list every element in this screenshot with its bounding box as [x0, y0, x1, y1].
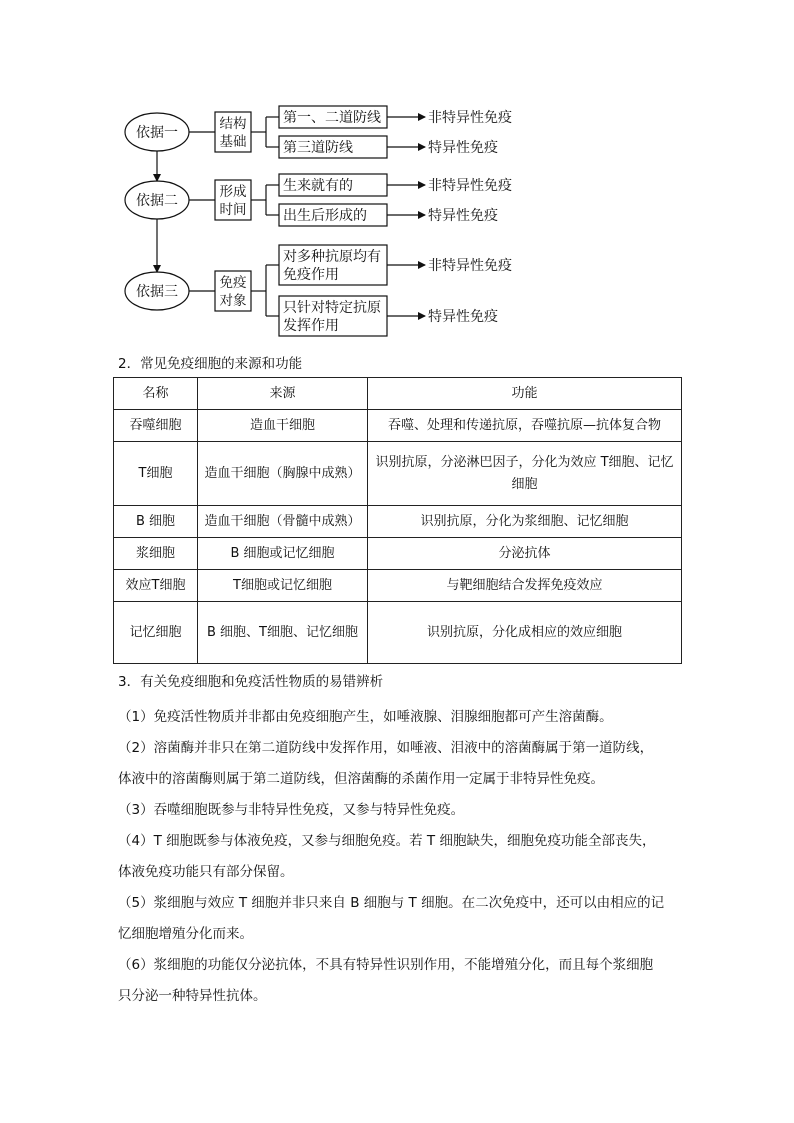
note-line: （4）T 细胞既参与体液免疫，又参与细胞免疫。若 T 细胞缺失，细胞免疫功能全部丧失，	[118, 833, 656, 849]
branch-label: 出生后形成的	[283, 208, 367, 224]
cell-name: B 细胞	[114, 506, 198, 538]
cell-function: 分泌抗体	[368, 538, 682, 570]
basis-label: 依据三	[136, 284, 178, 300]
note-line: 只分泌一种特异性抗体。	[118, 988, 267, 1004]
table-row	[114, 506, 682, 538]
branch-label: 对多种抗原均有	[283, 249, 381, 265]
result-label: 特异性免疫	[428, 140, 498, 156]
cell-function: 识别抗原，分化为浆细胞、记忆细胞	[368, 506, 682, 538]
note-line: （1）免疫活性物质并非都由免疫细胞产生，如唾液腺、泪腺细胞都可产生溶菌酶。	[118, 709, 613, 725]
note-line: （2）溶菌酶并非只在第二道防线中发挥作用，如唾液、泪液中的溶菌酶属于第一道防线，	[118, 740, 654, 756]
immunity-classification-diagram	[0, 0, 794, 350]
category-label: 形成	[219, 184, 247, 200]
result-label: 特异性免疫	[428, 309, 498, 325]
cell-source: T细胞或记忆细胞	[198, 570, 368, 602]
branch-label: 第三道防线	[283, 140, 353, 156]
category-label: 免疫	[219, 275, 247, 291]
category-label: 对象	[219, 293, 247, 309]
cell-source: 造血干细胞	[198, 410, 368, 442]
table-row	[114, 538, 682, 570]
note-line: 忆细胞增殖分化而来。	[118, 926, 253, 942]
branch-label: 发挥作用	[283, 318, 339, 334]
note-line: 体液中的溶菌酶则属于第二道防线，但溶菌酶的杀菌作用一定属于非特异性免疫。	[118, 771, 604, 787]
immune-cell-table	[113, 377, 682, 664]
cell-source: B 细胞或记忆细胞	[198, 538, 368, 570]
cell-name: 记忆细胞	[114, 602, 198, 664]
category-label: 基础	[219, 134, 247, 150]
table-row	[114, 410, 682, 442]
category-label: 时间	[219, 202, 247, 218]
basis-label: 依据二	[136, 193, 178, 209]
cell-function: 识别抗原，分泌淋巴因子，分化为效应 T细胞、记忆细胞	[368, 442, 682, 506]
column-header-name: 名称	[114, 378, 198, 410]
cell-source: B 细胞、T细胞、记忆细胞	[198, 602, 368, 664]
table-header-row	[114, 378, 682, 410]
branch-label: 免疫作用	[283, 267, 339, 283]
table-row	[114, 602, 682, 664]
basis-label: 依据一	[136, 125, 178, 141]
cell-name: 浆细胞	[114, 538, 198, 570]
cell-name: 吞噬细胞	[114, 410, 198, 442]
branch-label: 只针对特定抗原	[283, 300, 381, 316]
result-label: 非特异性免疫	[428, 178, 512, 194]
result-label: 非特异性免疫	[428, 110, 512, 126]
error-notes-list	[118, 702, 678, 1012]
note-line: 体液免疫功能只有部分保留。	[118, 864, 294, 880]
table-row	[114, 442, 682, 506]
cell-name: 效应T细胞	[114, 570, 198, 602]
table-row	[114, 570, 682, 602]
branch-label: 生来就有的	[283, 178, 353, 194]
cell-function: 与靶细胞结合发挥免疫效应	[368, 570, 682, 602]
result-label: 特异性免疫	[428, 208, 498, 224]
column-header-source: 来源	[198, 378, 368, 410]
note-line: （5）浆细胞与效应 T 细胞并非只来自 B 细胞与 T 细胞。在二次免疫中，还可以由相应的记	[118, 895, 665, 911]
branch-label: 第一、二道防线	[283, 110, 381, 126]
category-label: 结构	[219, 116, 247, 132]
cell-name: T细胞	[114, 442, 198, 506]
cell-source: 造血干细胞（骨髓中成熟）	[198, 506, 368, 538]
section-2-heading: 2．常见免疫细胞的来源和功能	[118, 356, 303, 372]
column-header-function: 功能	[368, 378, 682, 410]
cell-function: 吞噬、处理和传递抗原，吞噬抗原—抗体复合物	[368, 410, 682, 442]
note-line: （3）吞噬细胞既参与非特异性免疫，又参与特异性免疫。	[118, 802, 465, 818]
cell-function: 识别抗原，分化成相应的效应细胞	[368, 602, 682, 664]
result-label: 非特异性免疫	[428, 258, 512, 274]
cell-source: 造血干细胞（胸腺中成熟）	[198, 442, 368, 506]
section-3-heading: 3．有关免疫细胞和免疫活性物质的易错辨析	[118, 674, 384, 690]
note-line: （6）浆细胞的功能仅分泌抗体，不具有特异性识别作用，不能增殖分化，而且每个浆细胞	[118, 957, 654, 973]
